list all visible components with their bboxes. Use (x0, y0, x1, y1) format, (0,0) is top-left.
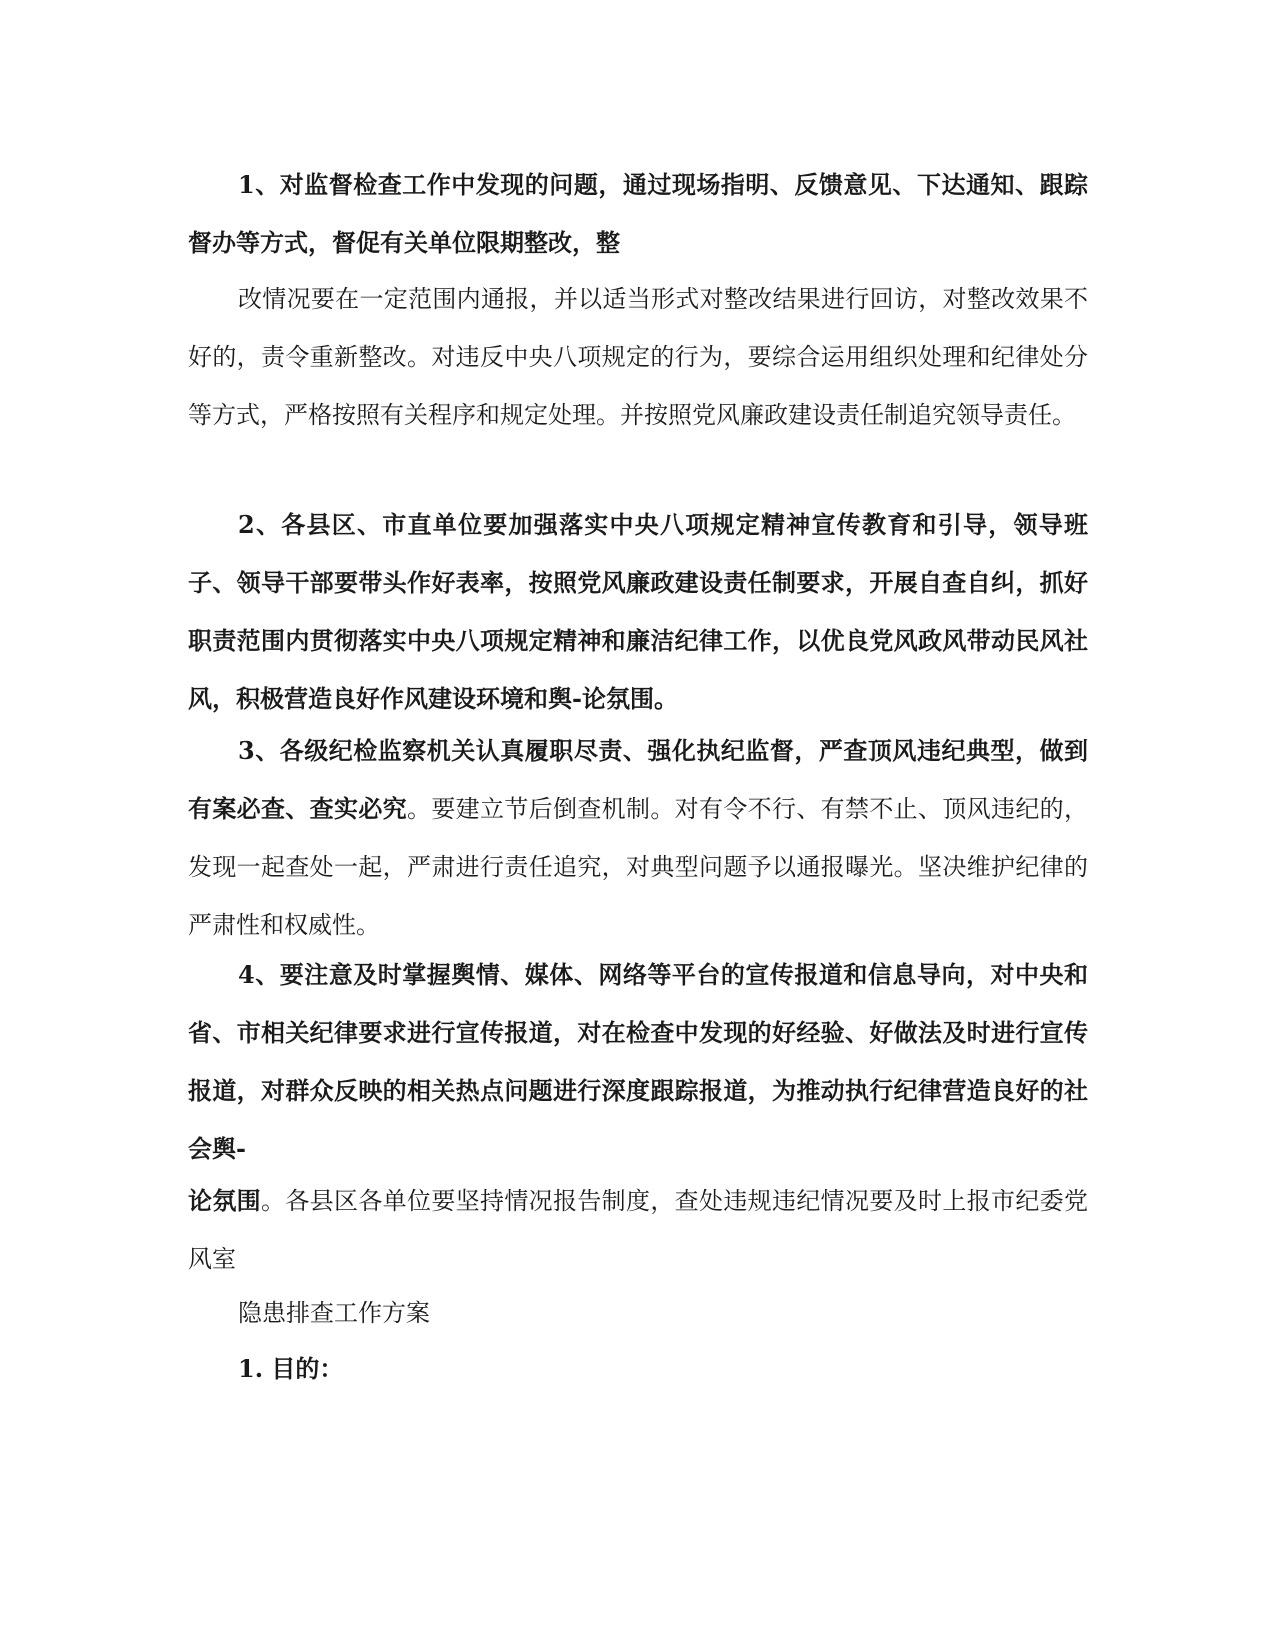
paragraph-6-normal: 。各县区各单位要坚持情况报告制度，查处违规违纪情况要及时上报市纪委党风室 (188, 1187, 1088, 1273)
paragraph-4-normal: 。要建立节后倒查机制。对有令不行、有禁不止、顶风违纪的，发现一起查处一起，严肃进行责任追究，对典型问题予以通报曝光。坚决维护纪律的严肃性和权威性。 (188, 795, 1088, 939)
paragraph-1: 1、对监督检查工作中发现的问题，通过现场指明、反馈意见、下达通知、跟踪督办等方式，督促有关单位限期整改，整 (188, 170, 1088, 257)
subsection-heading: 1. 目的： (238, 1354, 344, 1383)
paragraph-5: 4、要注意及时掌握舆情、媒体、网络等平台的宣传报道和信息导向，对中央和省、市相关纪律要求进行宣传报道，对在检查中发现的好经验、好做法及时进行宣传报道，对群众反映的相关热点问题进行深度跟踪报道，为推动执行纪律营造良好的社会舆- (188, 960, 1088, 1163)
paragraph-4 (188, 722, 1088, 954)
paragraph-4-bold: 3、各级纪检监察机关认真履职尽责、强化执纪监督，严查顶风违纪典型，做到有案必查、查实必究 (188, 736, 1088, 823)
paragraph-6 (188, 1172, 1088, 1288)
paragraph-3: 2、各县区、市直单位要加强落实中央八项规定精神宣传教育和引导，领导班子、领导干部要带头作好表率，按照党风廉政建设责任制要求，开展自查自纠，抓好职责范围内贯彻落实中央八项规定精神和廉洁纪律工作，以优良党风政风带动民风社风，积极营造良好作风建设环境和舆-论氛围。 (188, 510, 1088, 713)
section-heading: 隐患排查工作方案 (238, 1299, 430, 1327)
paragraph-6-bold: 论氛围 (188, 1186, 261, 1215)
paragraph-2: 改情况要在一定范围内通报，并以适当形式对整改结果进行回访，对整改效果不好的，责令重新整改。对违反中央八项规定的行为，要综合运用组织处理和纪律处分等方式，严格按照有关程序和规定处理。并按照党风廉政建设责任制追究领导责任。 (188, 285, 1088, 429)
